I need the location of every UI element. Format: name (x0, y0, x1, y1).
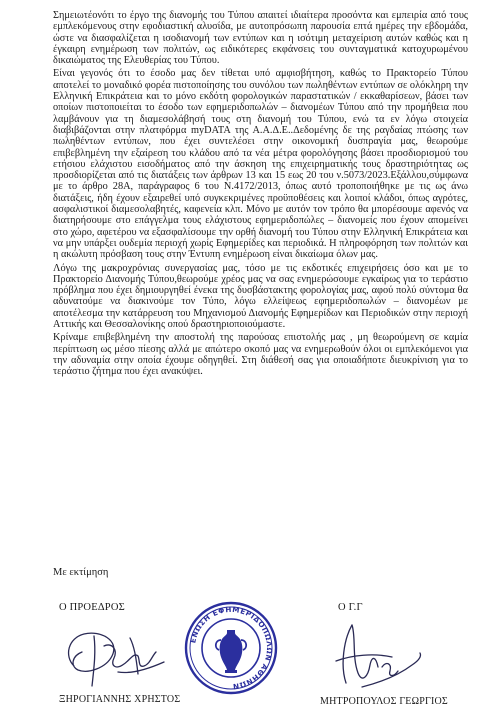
letter-body (53, 10, 468, 380)
paragraph-2: Είναι γεγονός ότι το έσοδο μας δεν τίθεται υπό αμφισβήτηση, καθώς το Πρακτορείο Τύπου αποτελεί το μοναδικό φορέα πιστοποίησης του συνόλου των πωληθέντων εντύπων σε ολόκληρη την Ελληνική Επικράτεια και το μόνο εκδότη φορολογικών παραστατικών / εκκαθαρίσεων, βάσει των οποίων πιστοποιείται το έσοδο των εφημεριδοπωλών – διανομέων Τύπου από την προμήθεια που λαμβάνουν για τη διαμεσολάβησή τους στη διανομή του Τύπου, ενώ τα εν λόγω στοιχεία διαβιβάζονται στην πλατφόρμα myDATA της Α.Α.Δ.Ε..Δεδομένης δε της ραγδαίας πτώσης των πωληθέντων εντύπων, που έχει συντελέσει στην οικονομική δυσπραγία μας, θεωρούμε επιβεβλημένη την εξαίρεση του κλάδου από τα νέα μέτρα φορολόγησης βάσει προσδιορισμού του ετήσιου ελάχιστου εισοδήματος από την άσκηση της επιχειρηματικής τους δραστηριότητας ως προσδιορίζεται από τις διατάξεις των άρθρων 13 και 15 εως 20 του ν.5073/2023.Εξάλλου,σύμφωνα με το άρθρο 28Α, παράγραφος 6 του Ν.4172/2013, όπως αυτό τροποποιήθηκε με τις ως άνω διατάξεις, ήδη έχουν εξαιρεθεί υπό συγκεκριμένες προϋποθέσεις και λοιποί κλάδοι, όπως αγρότες, ασφαλιστικοί διαμεσολαβητές, καφενεία κλπ. Μόνο με αυτόν τον τρόπο θα μπορέσουμε αφενός να διατηρήσουμε στο επάγγελμα τους ελάχιστους εφημεριδοπώλες – διανομείς που έχουν απομείνει στο χώρο, αφετέρου να εξασφαλίσουμε την ορθή διανομή του Τύπου στην Ελληνική Επικράτεια και να μην υπάρξει ουδεμία περιοχή χωρίς Εφημερίδες και περιοδικά. Η πληροφόρηση των πολιτών και η ακώλυτη πρόσβαση τους στην Έντυπη ενημέρωση είναι δικαίωμα όλων μας. (53, 68, 468, 261)
association-stamp (183, 600, 279, 696)
closing-salutation: Με εκτίμηση (53, 567, 109, 578)
secretary-title: Ο Γ.Γ (338, 602, 363, 613)
president-signature (60, 616, 180, 694)
stamp-amphora-icon (216, 630, 246, 673)
paragraph-1: Σημειωτέονότι το έργο της διανομής του Τύπου απαιτεί ιδιαίτερα προσόντα και εμπειρία από τους εμπλεκόμενους στην εφοδιαστική αλυσίδα, με αυτοπρόσωπη παρουσία επτά ημέρες την εβδομάδα, ώστε να διασφαλίζεται η ισοδιανομή των εντύπων και η ισότιμη μεταχείριση αυτών καθώς και η έγκαιρη ενημέρωση των πολιτών, ως ειδικότερες εκφάνσεις του συνταγματικά κατοχυρωμένου δικαιώματος της Ελευθερίας του Τύπου. (53, 10, 468, 67)
president-name: ΞΗΡΟΓΙΑΝΝΗΣ ΧΡΗΣΤΟΣ (59, 694, 181, 705)
paragraph-4: Κρίναμε επιβεβλημένη την αποστολή της παρούσας επιστολής μας , μη θεωρούμενη σε καμία περίπτωση ως μέσο πίεσης αλλά με απώτερο σκοπό μας να ενημερωθούν όλοι οι εμπλεκόμενοι για την αδυναμία στην οποία έχουμε οδηγηθεί. Στη διάθεσή σας για οποιαδήποτε διευκρίνιση για το τεράστιο ζήτημα που έχει ανακύψει. (53, 332, 468, 378)
secretary-signature (322, 617, 437, 697)
paragraph-3: Λόγω της μακροχρόνιας συνεργασίας μας, τόσο με τις εκδοτικές επιχειρήσεις όσο και με το Πρακτορείο Διανομής Τύπου,θεωρούμε χρέος μας να σας ενημερώσουμε εγκαίρως για το τεράστιο πρόβλημα που έχει δημιουργηθεί ένεκα της δυσβάστακτης φορολογίας μας, αφού πολύ σύντομα θα αδυνατούμε να διακινούμε τον Τύπο, λόγω ελλείψεως εφημεριδοπωλών – διανομέων με αποτέλεσμα την κατάρρευση του Μηχανισμού Διανομής Εφημερίδων και Περιοδικών στην περιοχή Αττικής και Θεσσαλονίκης οπού δραστηριοποιούμαστε. (53, 262, 468, 331)
secretary-name: ΜΗΤΡΟΠΟΥΛΟΣ ΓΕΩΡΓΙΟΣ (320, 696, 448, 707)
president-title: Ο ΠΡΟΕΔΡΟΣ (59, 602, 125, 613)
stamp-ring-text: ΕΝΩΣΗ ΕΦΗΜΕΡΙΔΟΠΩΛΩΝ ΑΘΗΝΩΝ (188, 604, 275, 692)
